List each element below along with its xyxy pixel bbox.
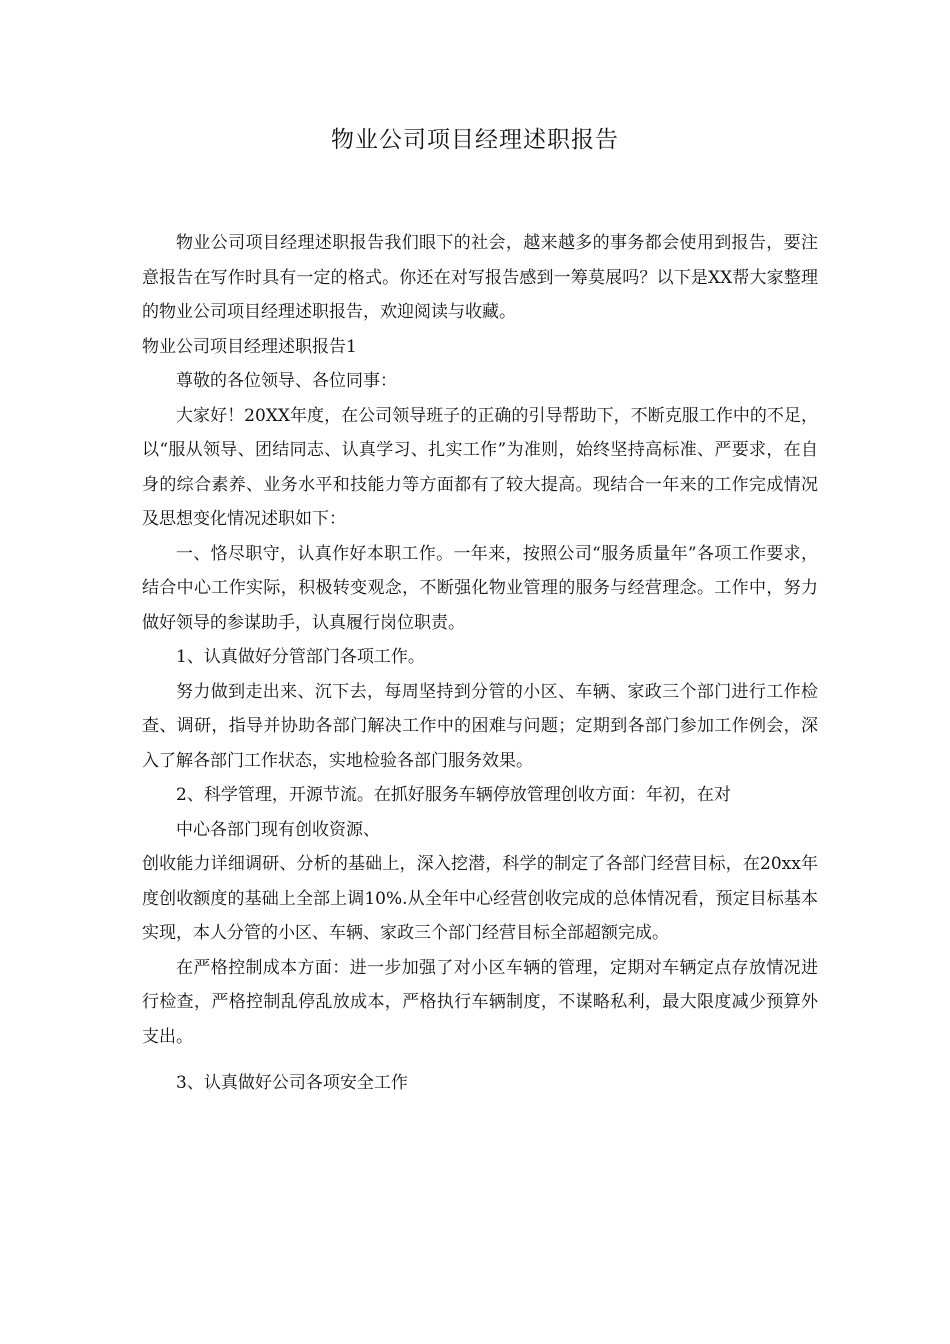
- body-paragraph: 大家好！20XX年度，在公司领导班子的正确的引导帮助下，不断克服工作中的不足，以“服从领导、团结同志、认真学习、扎实工作”为准则，始终坚持高标准、严要求，在自身的综合素养、业务水平和技能力等方面都有了较大提高。现结合一年来的工作完成情况及思想变化情况述职如下：: [142, 405, 818, 529]
- body-paragraph: 一、恪尽职守，认真作好本职工作。一年来，按照公司“服务质量年”各项工作要求，结合中心工作实际，积极转变观念，不断强化物业管理的服务与经营理念。工作中，努力做好领导的参谋助手，认真履行岗位职责。: [142, 543, 818, 633]
- body-paragraph: 努力做到走出来、沉下去，每周坚持到分管的小区、车辆、家政三个部门进行工作检查、调研，指导并协助各部门解决工作中的困难与问题；定期到各部门参加工作例会，深入了解各部门工作状态，实地检验各部门服务效果。: [142, 681, 818, 771]
- sub-heading: 3、认真做好公司各项安全工作: [176, 1073, 408, 1093]
- body-paragraph: 2、科学管理，开源节流。在抓好服务车辆停放管理创收方面：年初，在对: [176, 785, 731, 805]
- body-paragraph: 中心各部门现有创收资源、: [176, 819, 380, 840]
- paragraph-gap: [142, 1054, 818, 1066]
- document-body: [142, 226, 818, 1101]
- section-heading: 物业公司项目经理述职报告1: [142, 336, 357, 357]
- body-paragraph: 在严格控制成本方面：进一步加强了对小区车辆的管理，定期对车辆定点存放情况进行检查，严格控制乱停乱放成本，严格执行车辆制度，不谋略私利，最大限度减少预算外支出。: [142, 957, 818, 1047]
- document-title: 物业公司项目经理述职报告: [331, 127, 619, 153]
- intro-paragraph: 物业公司项目经理述职报告我们眼下的社会，越来越多的事务都会使用到报告，要注意报告在写作时具有一定的格式。你还在对写报告感到一筹莫展吗？以下是XX帮大家整理的物业公司项目经理述职报告，欢迎阅读与收藏。: [142, 233, 818, 322]
- salutation: 尊敬的各位领导、各位同事：: [176, 371, 397, 391]
- body-paragraph: 创收能力详细调研、分析的基础上，深入挖潜，科学的制定了各部门经营目标，在20xx年度创收额度的基础上全部上调10%.从全年中心经营创收完成的总体情况看，预定目标基本实现，本人分管的小区、车辆、家政三个部门经营目标全部超额完成。: [142, 854, 818, 943]
- sub-heading: 1、认真做好分管部门各项工作。: [176, 647, 425, 667]
